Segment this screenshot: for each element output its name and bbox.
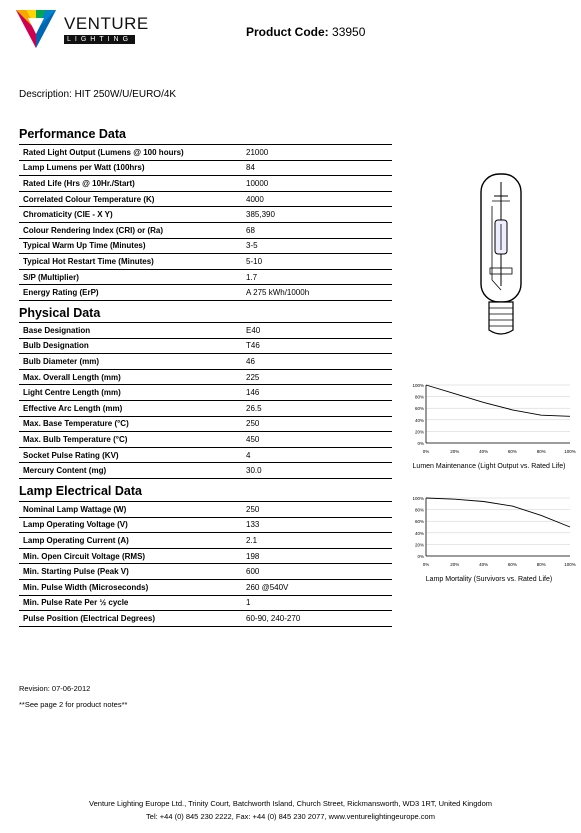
spec-label: Pulse Position (Electrical Degrees) <box>19 611 245 627</box>
spec-label: Socket Pulse Rating (KV) <box>19 447 245 463</box>
spec-label: Base Designation <box>19 323 245 339</box>
spec-label: Min. Pulse Width (Microseconds) <box>19 579 245 595</box>
spec-value: 5-10 <box>245 254 392 270</box>
y-tick-label: 80% <box>414 507 424 513</box>
lumen-maintenance-chart <box>408 381 574 463</box>
lamp-mortality-chart-title: Lamp Mortality (Survivors vs. Rated Life) <box>425 576 553 583</box>
spec-value: 450 <box>245 432 392 448</box>
y-tick-label: 40% <box>414 530 424 536</box>
venture-lighting-logo <box>14 6 154 54</box>
spec-row <box>19 191 392 207</box>
spec-value: 260 @540V <box>245 579 392 595</box>
spec-value: 60-90, 240-270 <box>245 611 392 627</box>
spec-value: 4 <box>245 447 392 463</box>
spec-value: 250 <box>245 502 392 518</box>
spec-row <box>19 502 392 518</box>
spec-row <box>19 385 392 401</box>
x-tick-label: 0% <box>422 449 430 454</box>
x-tick-label: 40% <box>479 449 489 454</box>
x-tick-label: 20% <box>450 449 460 454</box>
spec-row <box>19 611 392 627</box>
product-code-label: Product Code: <box>246 25 329 39</box>
spec-row <box>19 354 392 370</box>
y-tick-label: 40% <box>414 417 424 423</box>
lamp-mortality-chart <box>408 494 574 576</box>
spec-value: 84 <box>245 160 392 176</box>
spec-value: 225 <box>245 369 392 385</box>
spec-label: Max. Base Temperature (°C) <box>19 416 245 432</box>
spec-label: Typical Warm Up Time (Minutes) <box>19 238 245 254</box>
spec-row <box>19 238 392 254</box>
x-tick-label: 80% <box>536 562 546 567</box>
spec-value: 10000 <box>245 176 392 192</box>
y-tick-label: 60% <box>414 519 424 525</box>
spec-row <box>19 463 392 479</box>
physical-section-title: Physical Data <box>19 306 101 320</box>
spec-row <box>19 416 392 432</box>
spec-row <box>19 285 392 301</box>
physical-table <box>19 322 392 479</box>
spec-value: 68 <box>245 222 392 238</box>
y-tick-label: 0% <box>417 554 424 559</box>
spec-row <box>19 207 392 223</box>
spec-row <box>19 145 392 161</box>
y-tick-label: 100% <box>412 383 424 388</box>
spec-row <box>19 369 392 385</box>
spec-label: Bulb Designation <box>19 338 245 354</box>
spec-row <box>19 548 392 564</box>
spec-label: S/P (Multiplier) <box>19 269 245 285</box>
spec-value: 133 <box>245 517 392 533</box>
x-tick-label: 0% <box>422 562 430 567</box>
spec-row <box>19 176 392 192</box>
spec-row <box>19 269 392 285</box>
performance-section-title: Performance Data <box>19 127 126 141</box>
y-tick-label: 100% <box>412 496 424 501</box>
company-contact: Tel: +44 (0) 845 230 2222, Fax: +44 (0) 845 230 2077, www.venturelightingeurope.com <box>146 812 435 821</box>
spec-row <box>19 222 392 238</box>
spec-value: 26.5 <box>245 400 392 416</box>
spec-label: Min. Starting Pulse (Peak V) <box>19 564 245 580</box>
electrical-section-title: Lamp Electrical Data <box>19 484 142 498</box>
product-code <box>246 25 365 39</box>
spec-value: 30.0 <box>245 463 392 479</box>
spec-row <box>19 338 392 354</box>
spec-row <box>19 517 392 533</box>
spec-label: Lamp Operating Current (A) <box>19 533 245 549</box>
spec-row <box>19 533 392 549</box>
spec-value: 2.1 <box>245 533 392 549</box>
spec-value: 1 <box>245 595 392 611</box>
x-tick-label: 100% <box>564 562 576 567</box>
spec-row <box>19 447 392 463</box>
spec-label: Bulb Diameter (mm) <box>19 354 245 370</box>
spec-label: Energy Rating (ErP) <box>19 285 245 301</box>
spec-label: Rated Life (Hrs @ 10Hr./Start) <box>19 176 245 192</box>
x-tick-label: 60% <box>507 449 517 454</box>
spec-row <box>19 323 392 339</box>
lamp-bulb-icon <box>470 168 532 340</box>
spec-label: Lamp Lumens per Watt (100hrs) <box>19 160 245 176</box>
spec-value: 198 <box>245 548 392 564</box>
y-tick-label: 20% <box>414 542 424 548</box>
x-tick-label: 100% <box>564 449 576 454</box>
y-tick-label: 0% <box>417 441 424 446</box>
series-line <box>426 385 570 416</box>
spec-label: Rated Light Output (Lumens @ 100 hours) <box>19 145 245 161</box>
electrical-table <box>19 501 392 627</box>
spec-value: 3-5 <box>245 238 392 254</box>
lumen-maintenance-chart-title: Lumen Maintenance (Light Output vs. Rated Life) <box>412 463 566 470</box>
revision-date: Revision: 07-06-2012 <box>19 684 91 693</box>
spec-value: 1.7 <box>245 269 392 285</box>
product-code-value: 33950 <box>332 25 366 39</box>
spec-value: 385,390 <box>245 207 392 223</box>
spec-value: T46 <box>245 338 392 354</box>
x-tick-label: 20% <box>450 562 460 567</box>
spec-label: Lamp Operating Voltage (V) <box>19 517 245 533</box>
spec-value: 4000 <box>245 191 392 207</box>
spec-row <box>19 595 392 611</box>
spec-label: Max. Overall Length (mm) <box>19 369 245 385</box>
spec-label: Nominal Lamp Wattage (W) <box>19 502 245 518</box>
spec-label: Effective Arc Length (mm) <box>19 400 245 416</box>
spec-value: A 275 kWh/1000h <box>245 285 392 301</box>
spec-label: Min. Open Circuit Voltage (RMS) <box>19 548 245 564</box>
spec-value: 250 <box>245 416 392 432</box>
spec-row <box>19 564 392 580</box>
spec-label: Light Centre Length (mm) <box>19 385 245 401</box>
spec-value: 146 <box>245 385 392 401</box>
spec-label: Min. Pulse Rate Per ½ cycle <box>19 595 245 611</box>
spec-label: Chromaticity (CIE - X Y) <box>19 207 245 223</box>
spec-row <box>19 400 392 416</box>
x-tick-label: 80% <box>536 449 546 454</box>
product-notes-reference: **See page 2 for product notes** <box>19 700 128 709</box>
spec-value: E40 <box>245 323 392 339</box>
y-tick-label: 80% <box>414 394 424 400</box>
spec-label: Typical Hot Restart Time (Minutes) <box>19 254 245 270</box>
spec-row <box>19 254 392 270</box>
spec-value: 600 <box>245 564 392 580</box>
performance-table <box>19 144 392 301</box>
y-tick-label: 60% <box>414 406 424 412</box>
logo-subtitle: LIGHTING <box>64 35 135 44</box>
logo-wordmark: VENTURE <box>64 14 149 33</box>
product-description: Description: HIT 250W/U/EURO/4K <box>19 89 177 100</box>
spec-label: Colour Rendering Index (CRI) or (Ra) <box>19 222 245 238</box>
spec-row <box>19 579 392 595</box>
spec-row <box>19 432 392 448</box>
prism-logo-icon <box>14 6 58 50</box>
spec-label: Mercury Content (mg) <box>19 463 245 479</box>
spec-label: Max. Bulb Temperature (°C) <box>19 432 245 448</box>
spec-row <box>19 160 392 176</box>
spec-value: 46 <box>245 354 392 370</box>
spec-value: 21000 <box>245 145 392 161</box>
x-tick-label: 40% <box>479 562 489 567</box>
y-tick-label: 20% <box>414 429 424 435</box>
spec-label: Correlated Colour Temperature (K) <box>19 191 245 207</box>
series-line <box>426 498 570 527</box>
company-address: Venture Lighting Europe Ltd., Trinity Court, Batchworth Island, Church Street, Rickmansworth, WD3 1RT, United Kingdom <box>89 799 492 808</box>
x-tick-label: 60% <box>507 562 517 567</box>
